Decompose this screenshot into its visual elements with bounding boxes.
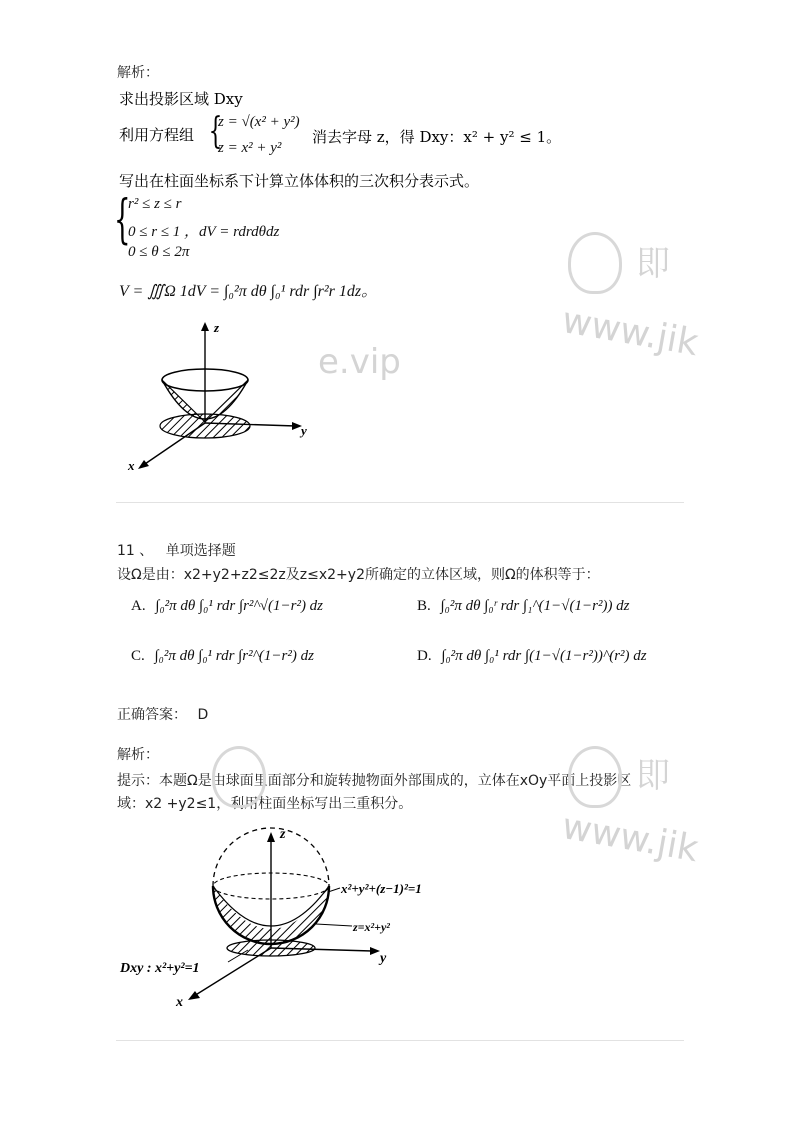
option-b: [417, 598, 630, 615]
x-label: x: [128, 458, 135, 473]
equation-system-prefix: 利用方程组: [119, 126, 195, 144]
condition-r: 0 ≤ r ≤ 1 ，dV = rdrdθdz: [128, 224, 280, 240]
option-letter: C.: [131, 648, 145, 664]
z-label: z: [280, 827, 286, 842]
cone-paraboloid-figure: [120, 318, 320, 478]
hint-line-2: 域：x2 +y2≤1，利用柱面坐标写出三重积分。: [117, 796, 413, 812]
option-d: [417, 648, 647, 665]
divider: [116, 502, 684, 503]
option-text: ∫₀²π dθ ∫₀ʳ rdr ∫₁^(1−√(1−r²)) dz: [440, 598, 630, 614]
analysis-heading: 解析：: [117, 65, 159, 81]
question-number: 11 、: [117, 543, 154, 559]
option-letter: D.: [417, 648, 432, 664]
condition-z: r² ≤ z ≤ r: [128, 196, 182, 212]
option-text: ∫₀²π dθ ∫₀¹ rdr ∫(1−√(1−r²))^(r²) dz: [441, 648, 647, 664]
z-label: z: [214, 320, 220, 335]
conditions-brace: {: [114, 190, 131, 250]
z-arrow-icon: [267, 832, 275, 842]
projection-disk: [227, 940, 315, 956]
volume-formula: V = ∭Ω 1dV = ∫₀²π dθ ∫₀¹ rdr ∫r²r 1dz。: [119, 283, 378, 300]
condition-theta: 0 ≤ θ ≤ 2π: [128, 244, 190, 260]
correct-answer: [117, 704, 208, 724]
equation-a: z = √(x² + y²): [218, 114, 300, 130]
watermark-cn: 即: [636, 244, 670, 284]
hint-line-1: 提示：本题Ω是由球面里面部分和旋转抛物面外部围成的，立体在xOy平面上投影区: [117, 773, 632, 789]
watermark-url: www.jik: [558, 806, 702, 871]
sphere-paraboloid-figure: [116, 820, 466, 1020]
x-arrow-icon: [188, 991, 200, 1000]
x-label: x: [176, 995, 183, 1010]
answer-label: 正确答案：: [117, 707, 187, 723]
divider-bottom: [116, 1040, 684, 1041]
z-arrow-icon: [201, 322, 209, 331]
projection-line: 求出投影区域 Dxy: [119, 90, 243, 108]
option-letter: A.: [131, 598, 146, 614]
y-arrow-icon: [370, 947, 380, 955]
sphere-equation-label: x²+y²+(z−1)²=1: [341, 881, 422, 896]
paraboloid-equation-label: z=x²+y²: [353, 920, 390, 934]
option-text: ∫₀²π dθ ∫₀¹ rdr ∫r²^(1−r²) dz: [154, 648, 314, 664]
option-a: [131, 598, 323, 615]
equation-system-suffix: 消去字母 z，得 Dxy：x² + y² ≤ 1。: [312, 128, 562, 146]
equation-b: z = x² + y²: [218, 140, 282, 156]
cylindrical-intro: 写出在柱面坐标系下计算立体体积的三次积分表示式。: [119, 172, 480, 190]
panda-logo-icon: [568, 232, 622, 294]
projection-disk: [160, 414, 250, 438]
question-header: [117, 540, 236, 560]
question-type: 单项选择题: [165, 543, 236, 559]
x-arrow-icon: [138, 460, 149, 469]
question-stem: 设Ω是由：x2+y2+z2≤2z及z≤x2+y2所确定的立体区域，则Ω的体积等于：: [117, 567, 600, 583]
watermark-cn: 即: [636, 756, 670, 796]
answer-value: D: [197, 707, 209, 723]
projection-equation-label: Dxy : x²+y²=1: [120, 961, 200, 976]
watermark-url-2: e.vip: [318, 342, 401, 382]
option-c: [131, 648, 314, 665]
watermark-url: www.jik: [558, 300, 702, 365]
analysis-heading-2: 解析：: [117, 747, 159, 763]
paraboloid-label-leader: [316, 924, 352, 926]
y-label: y: [301, 423, 307, 438]
left-brace: {: [208, 111, 223, 152]
option-text: ∫₀²π dθ ∫₀¹ rdr ∫r²^√(1−r²) dz: [155, 598, 324, 614]
option-letter: B.: [417, 598, 431, 614]
y-label: y: [380, 951, 387, 966]
